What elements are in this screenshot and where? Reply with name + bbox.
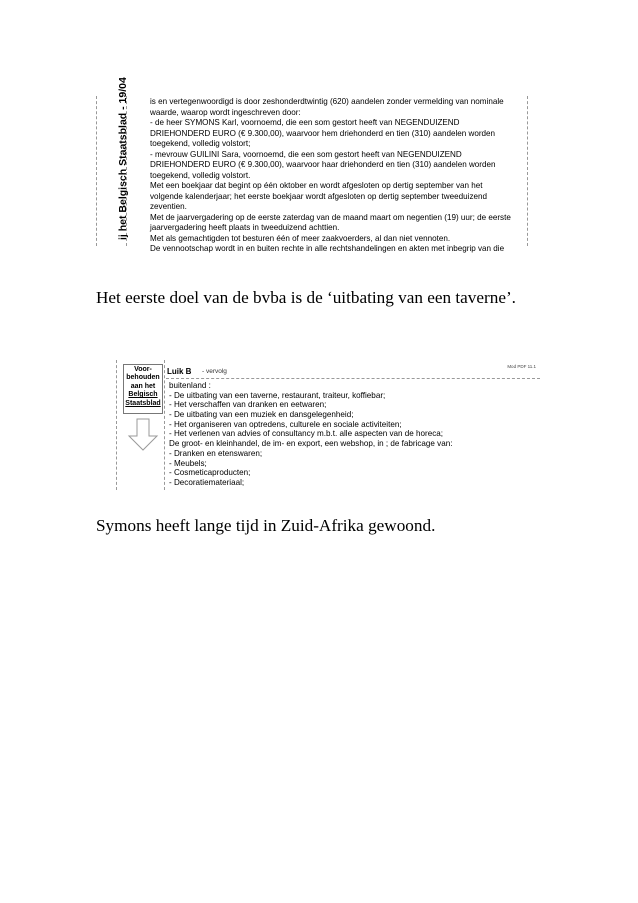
form-code: Mod PDF 11.1 [507,364,536,369]
clipping-line: - Cosmeticaproducten; [169,468,251,478]
clipping-line: DRIEHONDERD EURO (€ 9.300,00), waarvoor hem driehonderd en tien (310) aandelen worden [150,128,496,138]
clipping-line: DRIEHONDERD EURO (€ 9.300,00), waarvoor haar driehonderd en tien (310) aandelen worden [150,160,496,169]
stamp-line: aan het [130,382,156,390]
clipping-line: - Dranken en etenswaren; [169,448,263,458]
clipping-line: - Het verschaffen van dranken en eetwaren; [169,400,327,410]
section-continued: - vervolg [202,368,227,375]
clipping-line: - Het verlenen van advies of consultancy m.b.t. alle aspecten van de horeca; [169,429,443,439]
clipping-line: - mevrouw GUILINI Sara, voornoemd, die een som gestort heeft van NEGENDUIZEND [150,149,462,159]
clipping-line: - De uitbating van een taverne, restaurant, traiteur, koffiebar; [169,390,386,400]
clipping-line: De vennootschap wordt in en buiten rechte in alle rechtshandelingen en akten met inbegrip van die [150,244,505,253]
clipping-line: - de heer SYMONS Karl, voornoemd, die een som gestort heeft van NEGENDUIZEND [150,118,460,127]
clipping-line: jaarvergadering heeft plaats in tweeduizend achttien. [150,223,340,232]
section-label: Luik B [167,367,192,376]
clipping-line: - De uitbating van een muziek en dansgelegenheid; [169,410,354,420]
clipping-line: toegekend, volledig volstort; [150,139,251,148]
dashed-border-right [527,96,528,246]
clipping-1-text [150,97,524,255]
stamp-line: Belgisch [128,391,158,399]
clipping-line: buitenland : [169,381,211,390]
clipping-line: De groot- en kleinhandel, de im- en export, een webshop, in ; de fabricage van: [169,439,453,449]
clipping-line: - Meubels; [169,458,207,468]
stamp-line: Staatsblad [125,399,161,407]
gazette-side-label: ij het Belgisch Staatsblad - 19/04 [117,77,129,240]
clipping-line: - Het organiseren van optredens, culturele en sociale activiteiten; [169,419,402,429]
dashed-border-left [96,96,97,246]
clipping-line: Met een boekjaar dat begint op één oktober en wordt afgesloten op dertig september van het [150,181,483,190]
reserved-stamp [123,364,163,414]
down-arrow-icon [126,418,160,452]
stamp-line: behouden [126,374,160,382]
dashed-border-inner [164,360,165,490]
stamp-line: Voor- [134,366,152,373]
clipping-line: - Decoratiemateriaal; [169,477,245,487]
clipping-line: zeventien. [150,202,187,211]
paragraph-first-purpose: Het eerste doel van de bvba is de ‘uitbating van een taverne’. [96,288,516,307]
gazette-clipping-1 [96,77,530,253]
dashed-border-left [116,360,117,490]
clipping-line: volgende kalenderjaar; het eerste boekjaar wordt afgesloten op dertig september tweeduizend [150,191,488,201]
clipping-line: Met als gemachtigden tot besturen één of meer zaakvoerders, al dan niet vennoten. [150,233,451,243]
clipping-2-text [169,381,452,488]
clipping-line: is en vertegenwoordigd is door zeshonderdtwintig (620) aandelen zonder vermelding van nominale [150,97,504,106]
gazette-clipping-2 [114,360,540,490]
clipping-line: Met de jaarvergadering op de eerste zaterdag van de maand maart om negentien (19) uur; de eerste [150,212,511,222]
dashed-divider [166,378,540,379]
clipping-line: waarde, waarop wordt ingeschreven door: [150,107,301,117]
clipping-line: toegekend, volledig volstort. [150,170,251,180]
paragraph-south-africa: Symons heeft lange tijd in Zuid-Afrika gewoond. [96,516,436,535]
